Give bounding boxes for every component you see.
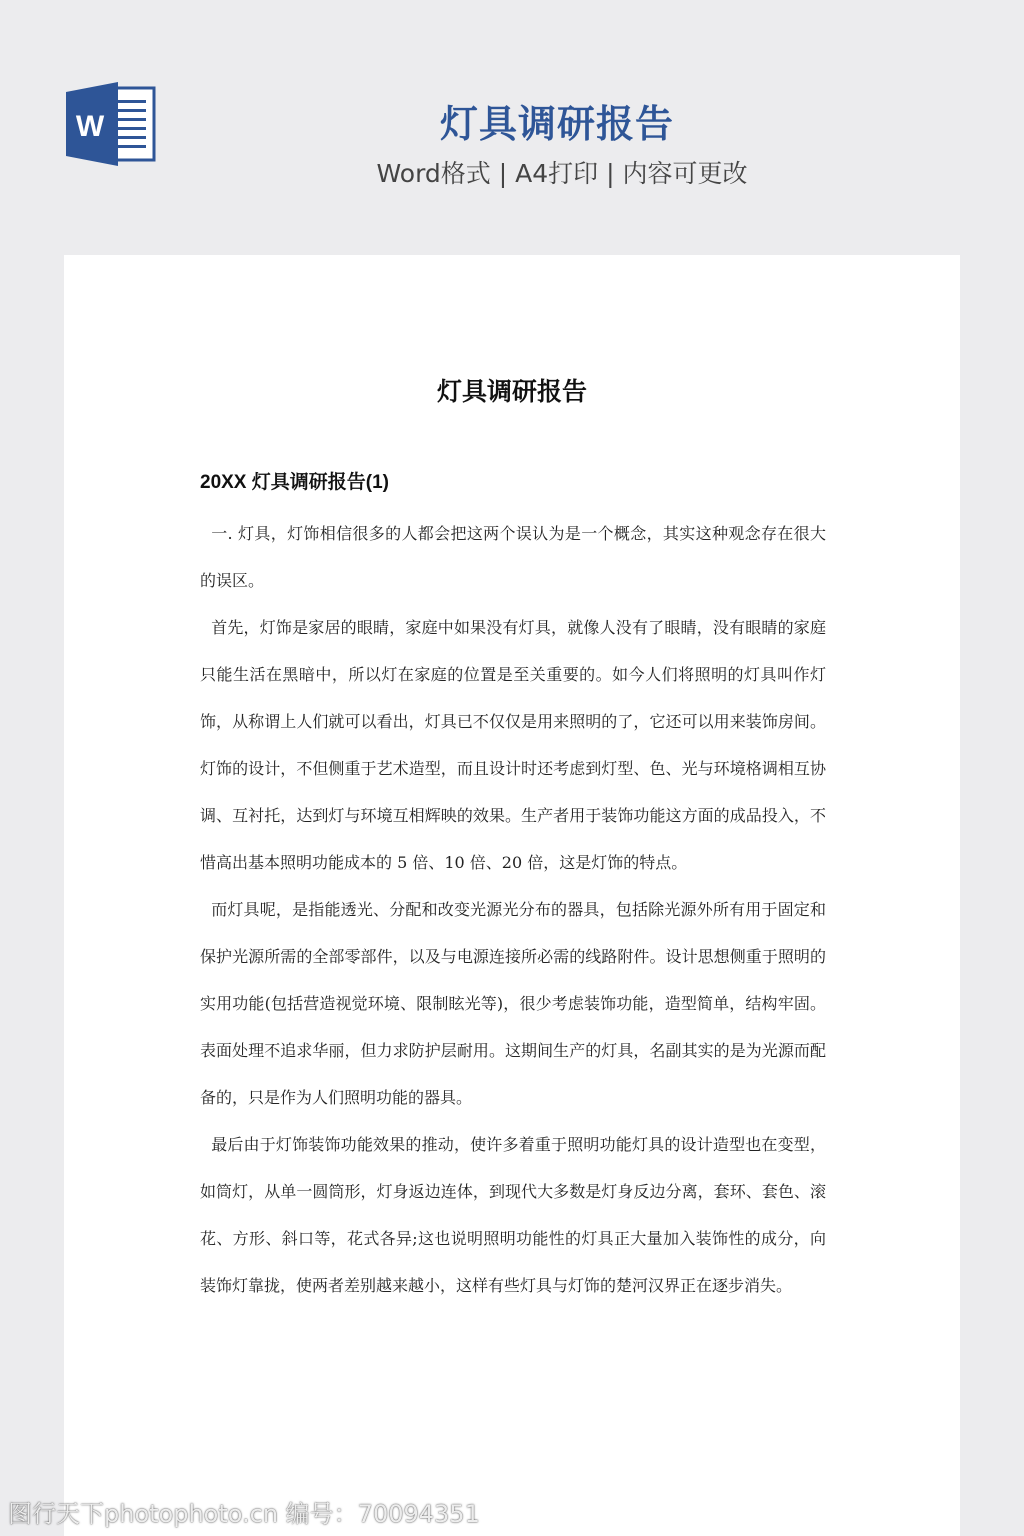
paragraph: 最后由于灯饰装饰功能效果的推动，使许多着重于照明功能灯具的设计造型也在变型，如筒灯，从单一圆筒形，灯身返边连体，到现代大多数是灯身反边分离，套环、套色、滚花、方形、斜口等，花式各异;这也说明照明功能性的灯具正大量加入装饰性的成分，向装饰灯靠拢，使两者差别越来越小，这样有些灯具与灯饰的楚河汉界正在逐步消失。 xyxy=(200,1135,826,1295)
paragraph: 而灯具呢，是指能透光、分配和改变光源光分布的器具，包括除光源外所有用于固定和保护光源所需的全部零部件，以及与电源连接所必需的线路附件。设计思想侧重于照明的实用功能(包括营造视觉环境、限制眩光等)，很少考虑装饰功能，造型简单，结构牢固。表面处理不追求华丽，但力求防护层耐用。这期间生产的灯具，名副其实的是为光源而配备的，只是作为人们照明功能的器具。 xyxy=(200,900,826,1107)
document-page xyxy=(64,255,960,1536)
watermark: 图行天下photophoto.cn 编号：70094351 xyxy=(8,1500,480,1528)
word-logo-letter: W xyxy=(75,110,105,143)
document-body xyxy=(200,510,826,1309)
paragraph: 首先，灯饰是家居的眼睛，家庭中如果没有灯具，就像人没有了眼睛，没有眼睛的家庭只能生活在黑暗中，所以灯在家庭的位置是至关重要的。如今人们将照明的灯具叫作灯饰，从称谓上人们就可以看出，灯具已不仅仅是用来照明的了，它还可以用来装饰房间。灯饰的设计，不但侧重于艺术造型，而且设计时还考虑到灯型、色、光与环境格调相互协调、互衬托，达到灯与环境互相辉映的效果。生产者用于装饰功能这方面的成品投入，不惜高出基本照明功能成本的 5 倍、10 倍、20 倍，这是灯饰的特点。 xyxy=(200,618,826,872)
section-heading: 20XX 灯具调研报告(1) xyxy=(200,472,389,493)
header-subtitle: Word格式 | A4打印 | 内容可更改 xyxy=(376,159,748,188)
header-title: 灯具调研报告 xyxy=(439,102,674,146)
document-title: 灯具调研报告 xyxy=(436,377,587,406)
paragraph: 一. 灯具，灯饰相信很多的人都会把这两个误认为是一个概念，其实这种观念存在很大的误区。 xyxy=(200,524,826,590)
